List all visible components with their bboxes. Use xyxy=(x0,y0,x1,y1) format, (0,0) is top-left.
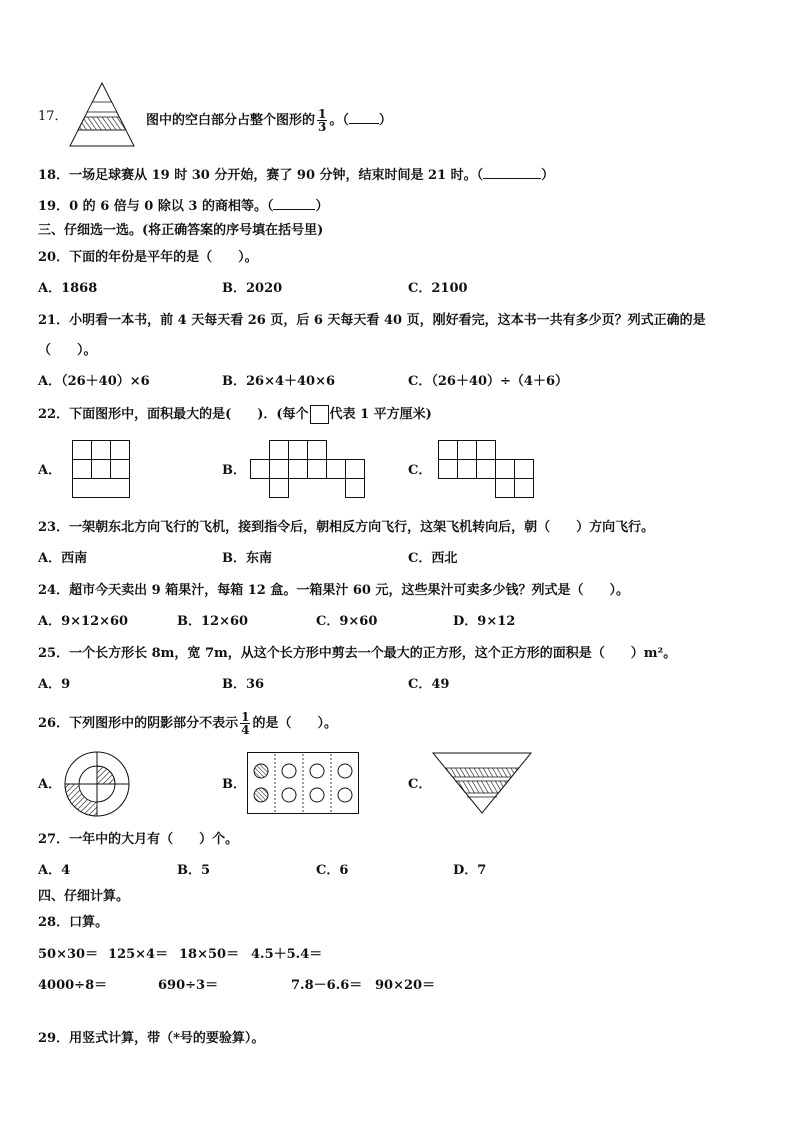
q28-calc: 18×50＝ xyxy=(179,947,240,962)
q24-option-a[interactable]: A．9×12×60 xyxy=(38,614,129,629)
q18-answer-blank[interactable] xyxy=(483,166,541,179)
q20-option-b[interactable]: B．2020 xyxy=(222,281,283,296)
q25-text: 25．一个长方形长 8m，宽 7m，从这个长方形中剪去一个最大的正方形，这个正方形的面积是（ ）m²。 xyxy=(38,646,677,661)
q28-text: 28．口算。 xyxy=(38,915,109,930)
q25-option-c[interactable]: C．49 xyxy=(408,677,450,692)
q28-calc: 50×30＝ xyxy=(38,947,99,962)
q23-option-b[interactable]: B．东南 xyxy=(222,551,272,566)
q21-option-a[interactable]: A．（26＋40）×6 xyxy=(38,374,150,389)
q25-option-b[interactable]: B．36 xyxy=(222,677,265,692)
q24-text: 24．超市今天卖出 9 箱果汁，每箱 12 盒。一箱果汁 60 元，这些果汁可卖多少钱？列式是（ ）。 xyxy=(38,583,629,598)
q24-option-d[interactable]: D．9×12 xyxy=(453,614,516,629)
q28-calc: 4000÷8＝ xyxy=(38,978,108,993)
q26-text: 26．下列图形中的阴影部分不表示 $\frac{1}{4}$ 的是（ ）。 xyxy=(38,710,337,737)
q18-text: 18．一场足球赛从 19 时 30 分开始，赛了 90 分钟，结束时间是 21 时。（ ） xyxy=(38,168,555,183)
section-4-heading: 四、仔细计算。 xyxy=(38,889,130,904)
q22-figure-c xyxy=(438,440,534,500)
q28-calc: 90×20＝ xyxy=(375,978,436,993)
q22-option-c[interactable]: C． xyxy=(408,463,432,478)
q28-calc: 4.5＋5.4＝ xyxy=(251,947,323,962)
q17-text: 图中的空白部分占整个图形的 $\frac{1}{3}$ 。（ ） xyxy=(146,107,392,134)
q17-fraction: $\frac{1}{3}$ xyxy=(318,107,327,134)
q22-option-b[interactable]: B． xyxy=(222,463,246,478)
q19-text: 19．0 的 6 倍与 0 除以 3 的商相等。（ ） xyxy=(38,199,329,214)
q23-text: 23．一架朝东北方向飞行的飞机，接到指令后，朝相反方向飞行，这架飞机转向后，朝（ ）方向飞行。 xyxy=(38,520,655,535)
q27-option-c[interactable]: C．6 xyxy=(316,863,349,878)
q24-option-b[interactable]: B．12×60 xyxy=(177,614,249,629)
q22-option-a[interactable]: A． xyxy=(38,463,62,478)
q27-option-b[interactable]: B．5 xyxy=(177,863,211,878)
section-3-heading: 三、仔细选一选。(将正确答案的序号填在括号里) xyxy=(38,223,324,238)
q22-text: 22．下面图形中，面积最大的是( )．(每个 代表 1 平方厘米) xyxy=(38,407,432,422)
q21-text: 21．小明看一本书，前 4 天每天看 26 页，后 6 天每天看 40 页，刚好看完，这本书一共有多少页？列式正确的是 xyxy=(38,313,706,328)
q26-fraction: $\frac{1}{4}$ xyxy=(241,710,250,737)
q27-option-a[interactable]: A．4 xyxy=(38,863,71,878)
unit-square-icon xyxy=(310,405,329,424)
q27-option-d[interactable]: D．7 xyxy=(453,863,487,878)
q27-text: 27．一年中的大月有（ ）个。 xyxy=(38,832,239,847)
q26-option-b[interactable]: B． xyxy=(222,777,246,792)
q26-option-c[interactable]: C． xyxy=(408,777,432,792)
q26-option-a[interactable]: A． xyxy=(38,777,62,792)
q23-option-c[interactable]: C．西北 xyxy=(408,551,458,566)
q20-option-c[interactable]: C．2100 xyxy=(408,281,468,296)
q28-calc: 7.8－6.6＝ xyxy=(291,978,363,993)
q28-calc: 125×4＝ xyxy=(108,947,169,962)
q21-option-b[interactable]: B．26×4＋40×6 xyxy=(222,374,336,389)
q29-text: 29．用竖式计算，带（*号的要验算）。 xyxy=(38,1031,265,1046)
q26-figure-a-circle xyxy=(63,750,131,818)
q26-figure-c-triangle xyxy=(432,752,532,814)
q28-calc: 690÷3＝ xyxy=(158,978,219,993)
q24-option-c[interactable]: C．9×60 xyxy=(316,614,378,629)
q19-answer-blank[interactable] xyxy=(273,197,315,210)
q17-number: 17． xyxy=(38,109,68,124)
q26-figure-b-rectangle xyxy=(247,752,359,814)
q17-answer-blank[interactable] xyxy=(349,111,379,124)
q22-figure-b xyxy=(250,440,365,500)
q21-option-c[interactable]: C．（26＋40）÷（4＋6） xyxy=(408,374,569,389)
q20-text: 20．下面的年份是平年的是（ ）。 xyxy=(38,250,258,265)
q17-triangle-figure xyxy=(66,80,138,150)
q21-text-continued: （ ）。 xyxy=(38,343,97,358)
q20-option-a[interactable]: A．1868 xyxy=(38,281,98,296)
q25-option-a[interactable]: A．9 xyxy=(38,677,71,692)
q22-figure-a xyxy=(72,440,130,498)
q23-option-a[interactable]: A．西南 xyxy=(38,551,88,566)
